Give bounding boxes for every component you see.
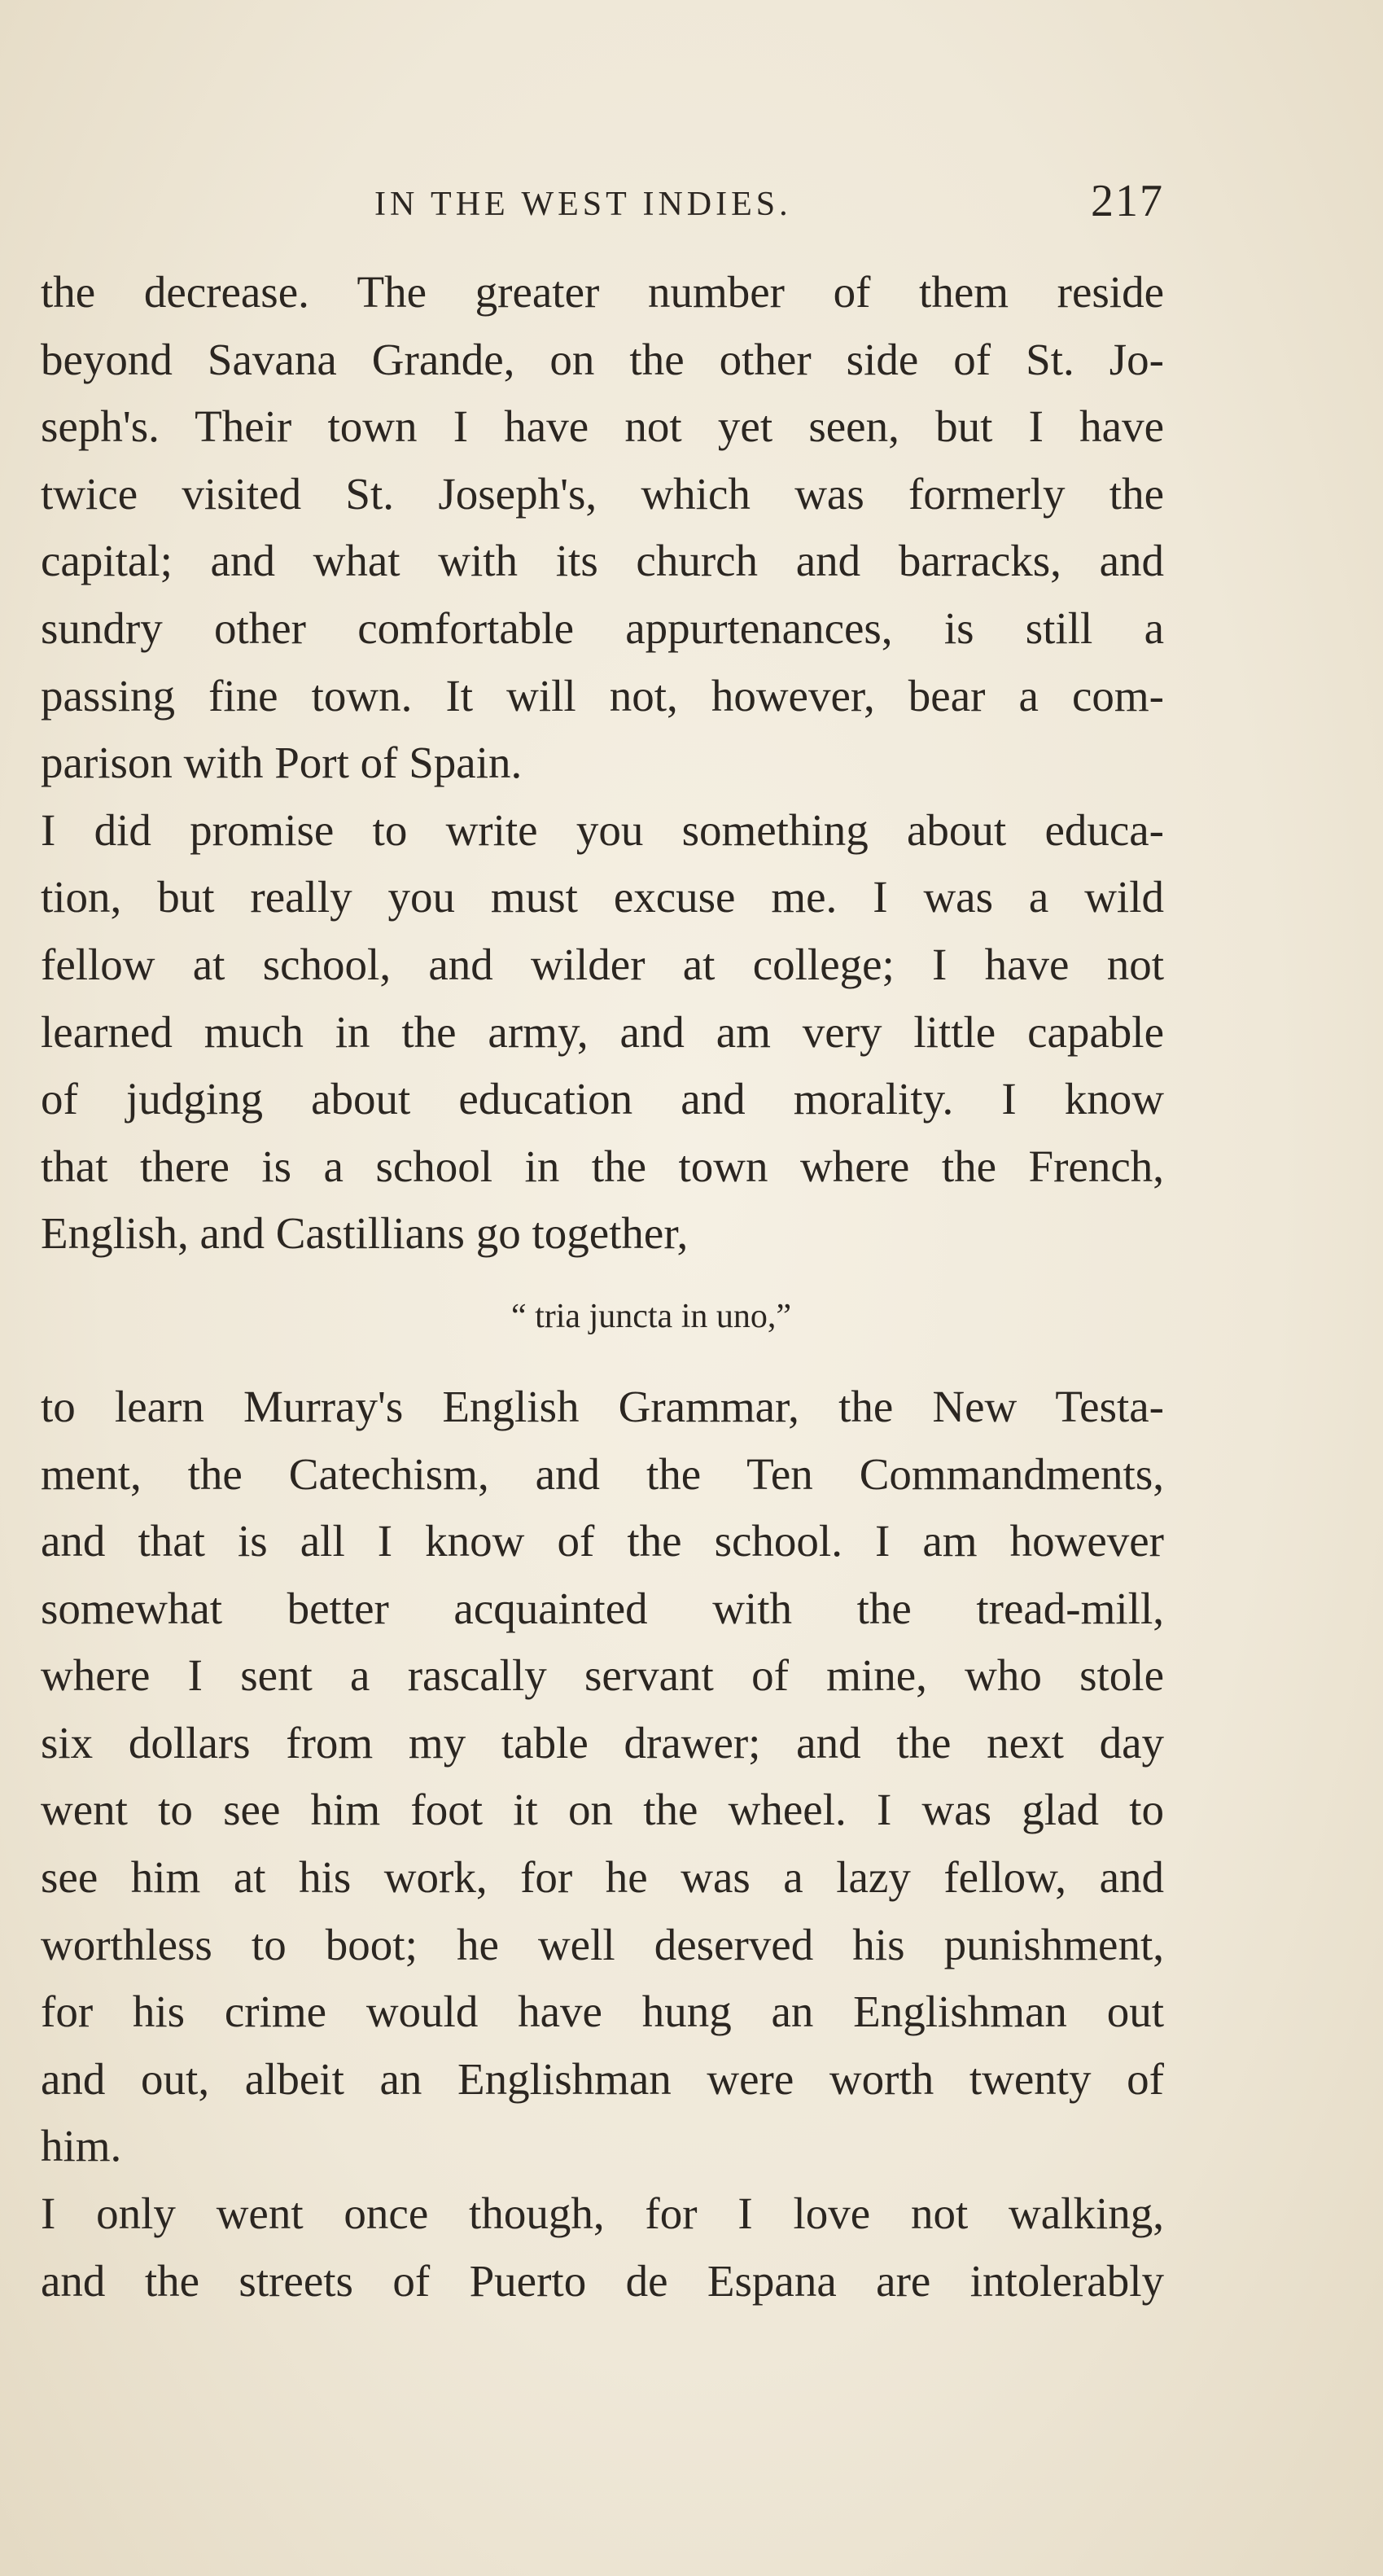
text-line: six dollars from my table drawer; and the next day xyxy=(41,1717,1164,1768)
text-line: went to see him foot it on the wheel. I was glad to xyxy=(41,1785,1164,1835)
text-line: learned much in the army, and am very little capable xyxy=(41,1006,1164,1057)
page-header xyxy=(41,175,1164,232)
text-line: seph's. Their town I have not yet seen, but I have xyxy=(41,401,1164,452)
running-head: IN THE WEST INDIES. xyxy=(374,186,792,223)
text-line: for his crime would have hung an Englishman out xyxy=(41,1987,1164,2037)
text-line: capital; and what with its church and barracks, and xyxy=(41,536,1164,586)
text-line: I only went once though, for I love not walking, xyxy=(41,2188,1164,2239)
text-line: see him at his work, for he was a lazy fellow, and xyxy=(41,1852,1164,1903)
text-line: I did promise to write you something about educa- xyxy=(41,804,1164,855)
text-line: twice visited St. Joseph's, which was formerly the xyxy=(41,468,1164,519)
text-line: English, and Castillians go together, xyxy=(41,1208,689,1259)
text-line: the decrease. The greater number of them reside xyxy=(41,267,1164,317)
text-line: and the streets of Puerto de Espana are intolerably xyxy=(41,2255,1164,2306)
body-text xyxy=(41,259,1164,2315)
text-line: to learn Murray's English Grammar, the New Testa- xyxy=(41,1381,1164,1431)
text-line: where I sent a rascally servant of mine, who stole xyxy=(41,1650,1164,1701)
text-line: him. xyxy=(41,2121,122,2171)
text-line: sundry other comfortable appurtenances, is still a xyxy=(41,602,1164,653)
text-line: of judging about education and morality. I know xyxy=(41,1074,1164,1124)
text-line: ment, the Catechism, and the Ten Commandments, xyxy=(41,1448,1164,1499)
block-quote: “ tria juncta in uno,” xyxy=(510,1297,792,1335)
text-line: somewhat better acquainted with the tread-mill, xyxy=(41,1583,1164,1633)
text-line: and out, albeit an Englishman were worth twenty of xyxy=(41,2053,1164,2104)
text-line: tion, but really you must excuse me. I was a wild xyxy=(41,872,1164,922)
text-line: parison with Port of Spain. xyxy=(41,738,523,788)
text-line: worthless to boot; he well deserved his punishment, xyxy=(41,1919,1164,1969)
text-line: that there is a school in the town where the French, xyxy=(41,1141,1164,1191)
text-line: and that is all I know of the school. I am however xyxy=(41,1516,1164,1566)
text-line: beyond Savana Grande, on the other side of St. Jo- xyxy=(41,334,1164,384)
page-number: 217 xyxy=(1091,176,1164,226)
text-line: fellow at school, and wilder at college; I have not xyxy=(41,939,1164,989)
text-line: passing fine town. It will not, however, bear a com- xyxy=(41,670,1164,721)
